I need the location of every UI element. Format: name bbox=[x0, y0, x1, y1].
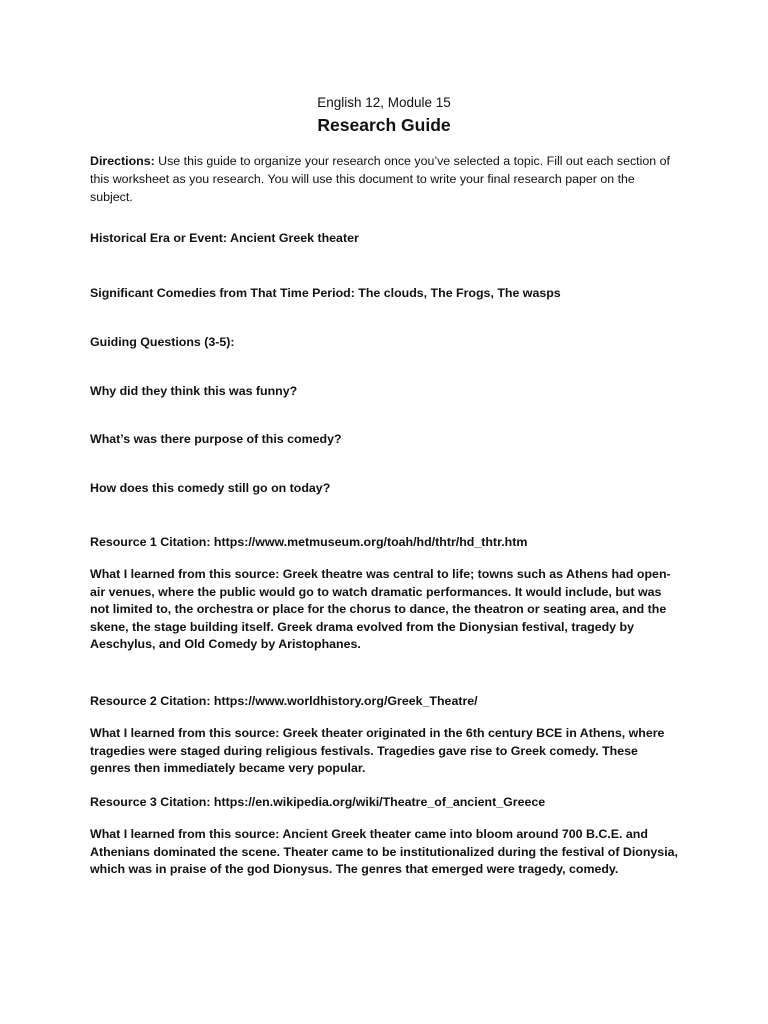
directions-text: Use this guide to organize your research once you’ve selected a topic. Fill out each section of this worksheet as you research. You will use this document to write your final research paper on the subject. bbox=[90, 154, 670, 204]
historical-era-line: Historical Era or Event: Ancient Greek theater bbox=[90, 231, 359, 245]
resource-1-learned: What I learned from this source: Greek theatre was central to life; towns such as Athens had open-air venues, where the public would go to watch dramatic performances. It would include, but was not limited to, the orchestra or place for the chorus to dance, the theatron or seating area, and the skene, the stage building itself. Greek drama evolved from the Dionysian festival, tragedy by Aeschylus, and Old Comedy by Aristophanes. bbox=[90, 567, 671, 652]
guiding-question-3: How does this comedy still go on today? bbox=[90, 481, 331, 495]
resource-3-learned: What I learned from this source: Ancient Greek theater came into bloom around 700 B.C.E. and Athenians dominated the scene. Theater came to be institutionalized during the festival of Dionysia, which was in praise of the god Dionysus. The genres that emerged were tragedy, comedy. bbox=[90, 827, 678, 877]
guiding-question-2: What’s was there purpose of this comedy? bbox=[90, 432, 342, 446]
directions-label: Directions: bbox=[90, 154, 155, 168]
guiding-questions-heading: Guiding Questions (3-5): bbox=[90, 335, 235, 349]
resource-1-citation: Resource 1 Citation: https://www.metmuseum.org/toah/hd/thtr/hd_thtr.htm bbox=[90, 535, 528, 549]
resource-2-citation: Resource 2 Citation: https://www.worldhistory.org/Greek_Theatre/ bbox=[90, 694, 478, 708]
page-title: Research Guide bbox=[317, 115, 451, 135]
resource-3-citation: Resource 3 Citation: https://en.wikipedia.org/wiki/Theatre_of_ancient_Greece bbox=[90, 795, 546, 809]
course-label: English 12, Module 15 bbox=[317, 95, 451, 110]
directions-paragraph bbox=[90, 152, 680, 206]
resource-2-learned: What I learned from this source: Greek theater originated in the 6th century BCE in Athens, where tragedies were staged during religious festivals. Tragedies gave rise to Greek comedy. These genres then immediately became very popular. bbox=[90, 726, 665, 776]
significant-comedies-line: Significant Comedies from That Time Period: The clouds, The Frogs, The wasps bbox=[90, 286, 561, 300]
guiding-question-1: Why did they think this was funny? bbox=[90, 384, 298, 398]
